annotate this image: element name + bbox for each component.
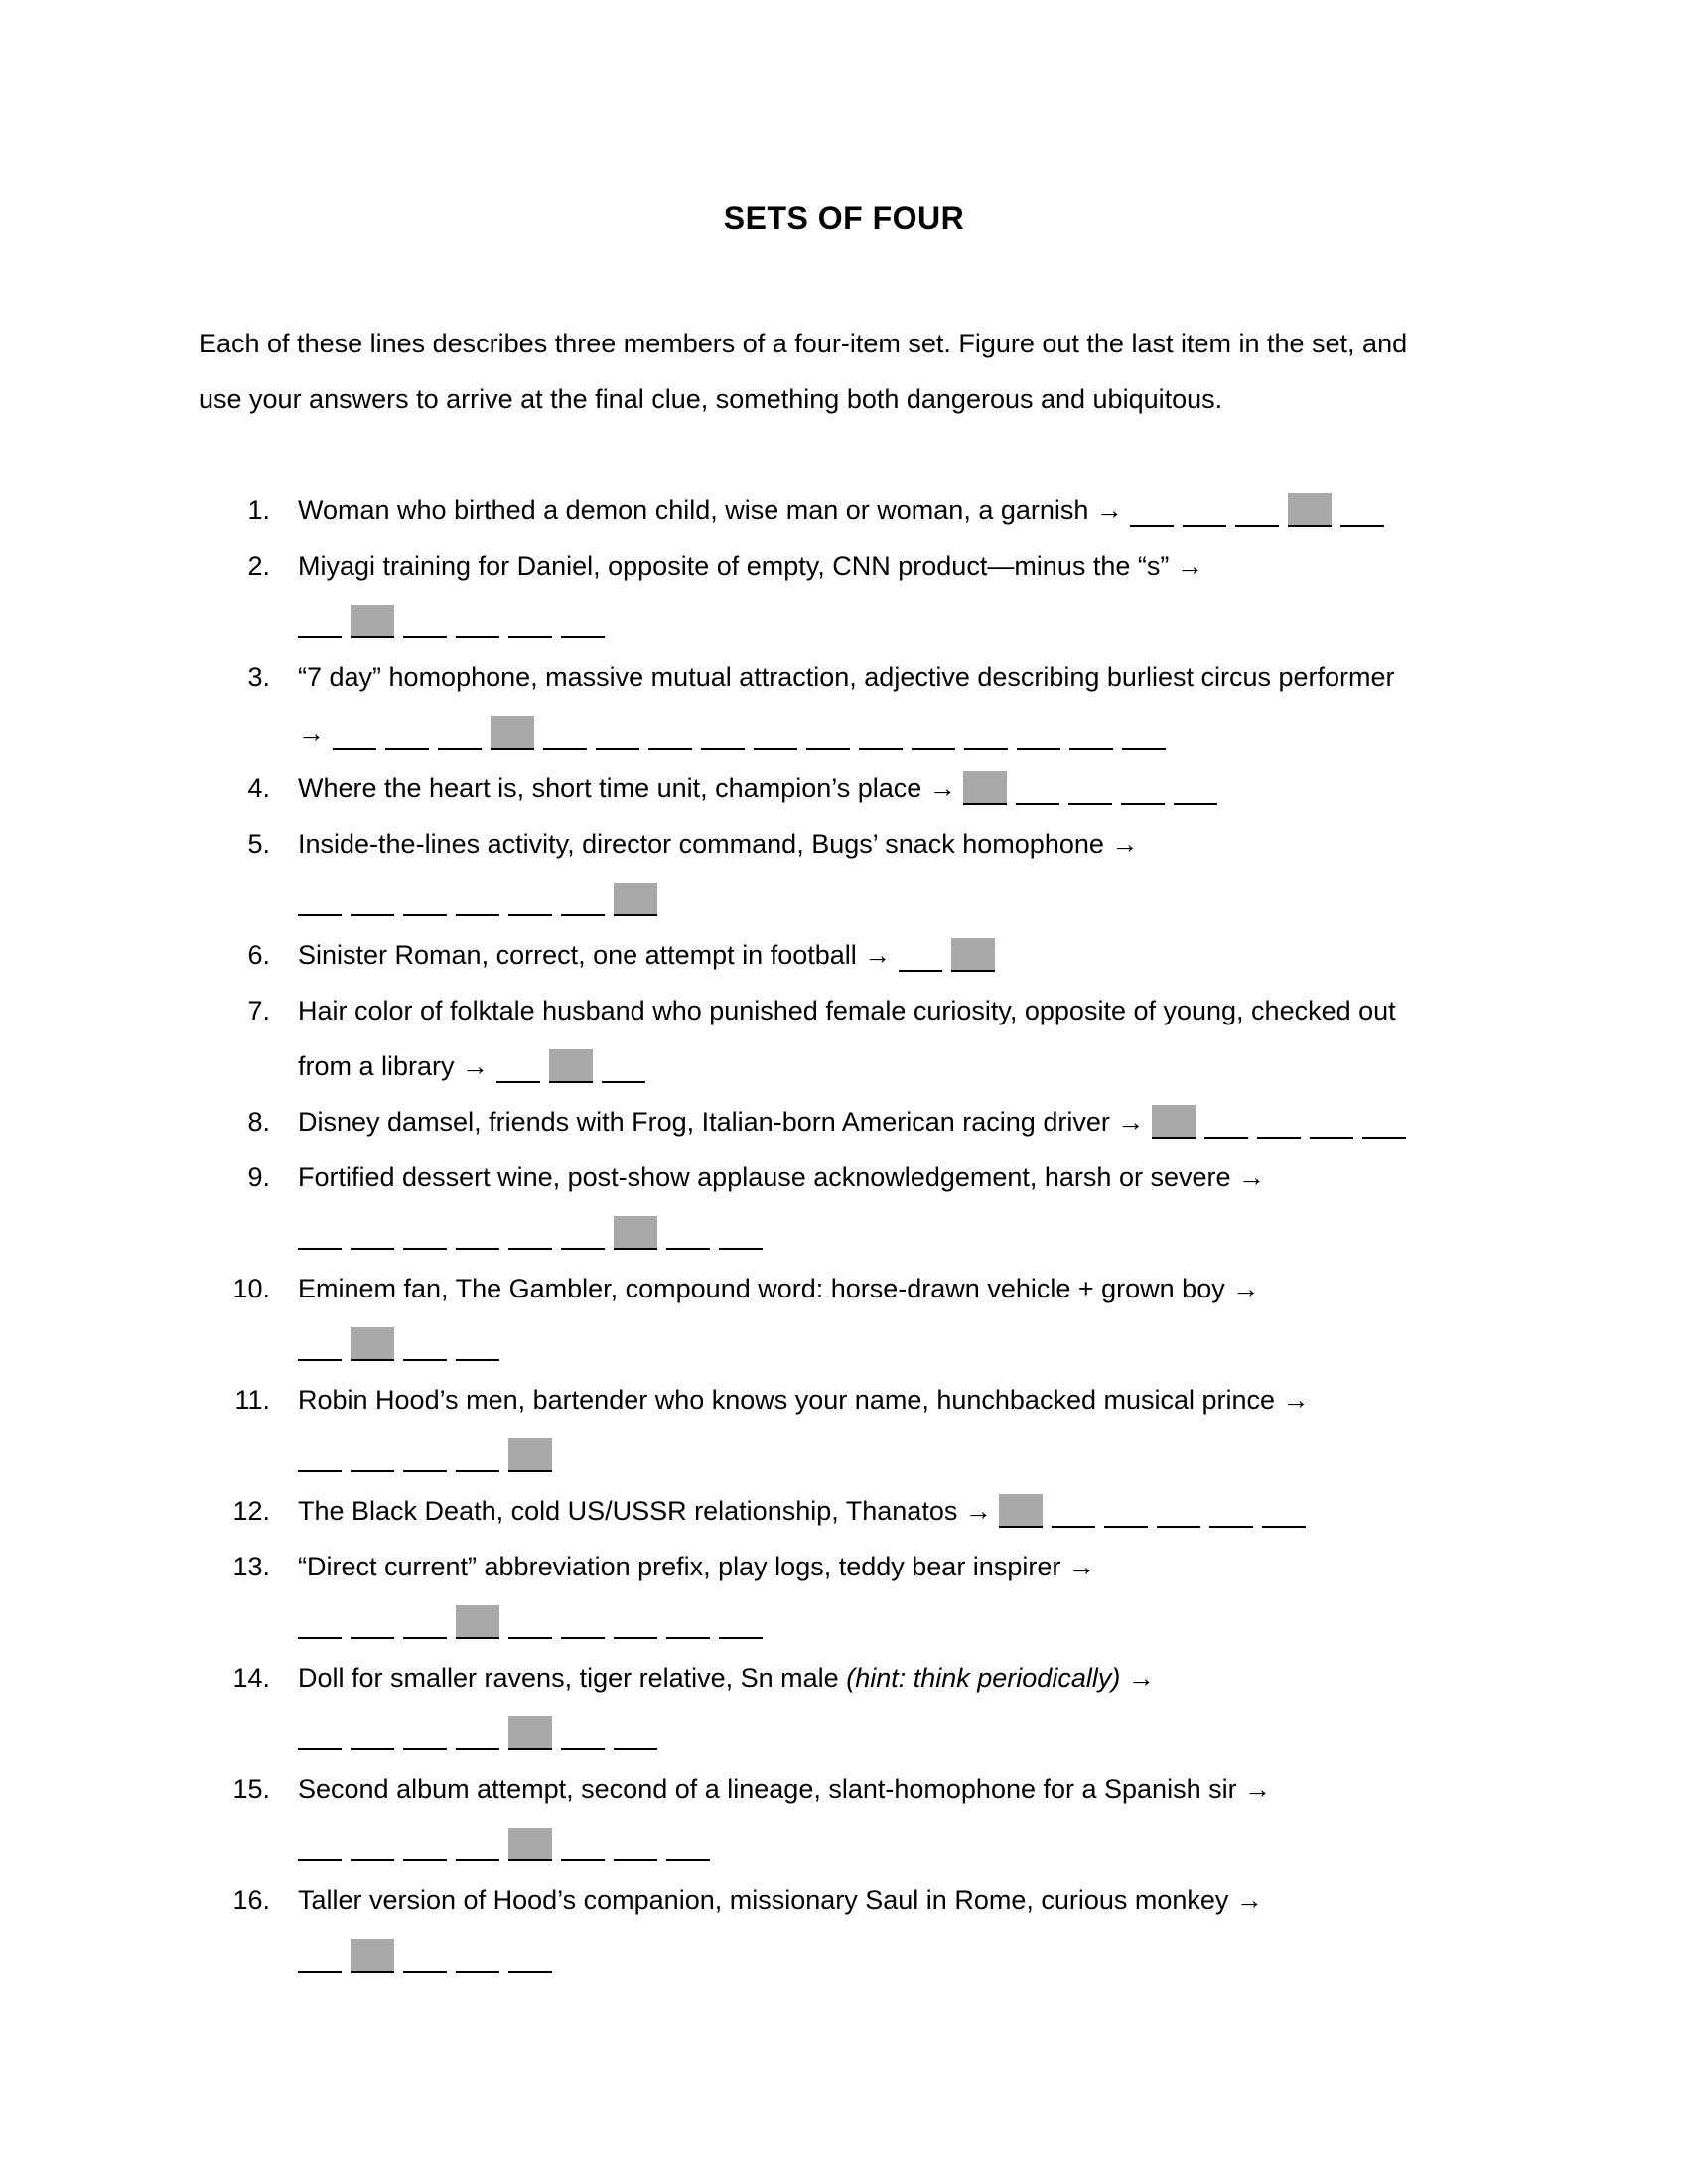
- answer-letter-blank[interactable]: [1310, 1105, 1353, 1139]
- answer-blanks: [298, 1594, 772, 1650]
- answer-letter-blank[interactable]: [1130, 493, 1174, 527]
- arrow-icon: →: [1103, 829, 1139, 859]
- clue-text-main: Fortified dessert wine, post-show applause acknowledgement, harsh or severe: [298, 1162, 1231, 1192]
- clue-answer-line: [298, 872, 666, 927]
- answer-letter-blank[interactable]: [561, 605, 605, 638]
- answer-letter-blank[interactable]: [298, 1605, 342, 1639]
- answer-blanks: [298, 1205, 772, 1261]
- clue-row-continued: [199, 1817, 1489, 1872]
- clue-number: 16.: [232, 1885, 270, 1915]
- clue-text-main: Robin Hood’s men, bartender who knows your name, hunchbacked musical prince: [298, 1385, 1276, 1415]
- answer-blanks: [298, 594, 614, 649]
- clue-list: [199, 482, 1489, 1983]
- clue-answer-line: [298, 1205, 772, 1261]
- answer-blanks: [298, 1817, 719, 1872]
- clue-item: [199, 1539, 1489, 1650]
- answer-letter-blank[interactable]: [648, 716, 692, 750]
- answer-key-letter-blank[interactable]: [614, 1216, 657, 1250]
- arrow-icon: →: [454, 1051, 490, 1081]
- answer-key-letter-blank[interactable]: [491, 716, 534, 750]
- answer-key-letter-blank[interactable]: [456, 1605, 499, 1639]
- clue-item: [199, 482, 1489, 538]
- answer-letter-blank[interactable]: [403, 1327, 447, 1361]
- clue-answer-line: [298, 1817, 719, 1872]
- clue-text: [298, 482, 1393, 538]
- answer-letter-blank[interactable]: [1052, 1494, 1095, 1528]
- answer-letter-blank[interactable]: [403, 1438, 447, 1472]
- answer-letter-blank[interactable]: [666, 1216, 710, 1250]
- answer-letter-blank[interactable]: [403, 1939, 447, 1973]
- answer-key-letter-blank[interactable]: [351, 1327, 394, 1361]
- arrow-icon: →: [921, 773, 956, 803]
- answer-letter-blank[interactable]: [403, 605, 447, 638]
- clue-number: 9.: [247, 1162, 270, 1192]
- answer-letter-blank[interactable]: [1121, 771, 1165, 805]
- answer-letter-blank[interactable]: [508, 605, 552, 638]
- clue-row: [199, 1650, 1489, 1706]
- intro-paragraph: [199, 316, 1489, 427]
- clue-answer-line: [298, 1706, 666, 1761]
- arrow-icon: →: [1120, 1663, 1155, 1693]
- answer-letter-blank[interactable]: [508, 1939, 552, 1973]
- answer-letter-blank[interactable]: [496, 1049, 540, 1083]
- answer-letter-blank[interactable]: [508, 1605, 552, 1639]
- answer-letter-blank[interactable]: [754, 716, 797, 750]
- clue-row-continued: [199, 705, 1489, 760]
- answer-letter-blank[interactable]: [602, 1049, 645, 1083]
- clue-text: [298, 760, 1226, 816]
- clue-item: [199, 983, 1489, 1094]
- answer-key-letter-blank[interactable]: [508, 1438, 552, 1472]
- clue-text-continued: [298, 705, 1175, 760]
- answer-key-letter-blank[interactable]: [1288, 493, 1332, 527]
- answer-blanks: [298, 1928, 561, 1983]
- answer-blanks: [899, 927, 1004, 983]
- clue-text-main: Where the heart is, short time unit, champion’s place: [298, 773, 922, 803]
- clue-item: [199, 1761, 1489, 1872]
- arrow-icon: →: [1275, 1385, 1310, 1415]
- arrow-icon: →: [1224, 1274, 1260, 1303]
- answer-letter-blank[interactable]: [1017, 716, 1060, 750]
- clue-item: [199, 1094, 1489, 1150]
- clue-text-main: Disney damsel, friends with Frog, Italian-born American racing driver: [298, 1107, 1110, 1137]
- answer-letter-blank[interactable]: [1257, 1105, 1301, 1139]
- clue-number: 10.: [232, 1274, 270, 1303]
- answer-letter-blank[interactable]: [403, 1605, 447, 1639]
- clue-text: [298, 538, 1203, 594]
- answer-letter-blank[interactable]: [1362, 1105, 1406, 1139]
- clue-text-main: “7 day” homophone, massive mutual attraction, adjective describing burliest circus performer: [298, 662, 1395, 692]
- clue-text-main: Woman who birthed a demon child, wise man or woman, a garnish: [298, 495, 1089, 525]
- clue-number: 1.: [247, 495, 270, 525]
- clue-row: [199, 1483, 1489, 1539]
- clue-item: [199, 1483, 1489, 1539]
- answer-key-letter-blank[interactable]: [963, 771, 1007, 805]
- answer-letter-blank[interactable]: [298, 1216, 342, 1250]
- answer-letter-blank[interactable]: [859, 716, 903, 750]
- clue-text: [298, 1650, 1155, 1706]
- clue-row-continued: [199, 594, 1489, 649]
- clue-text: [298, 649, 1395, 705]
- clue-row: [199, 649, 1489, 705]
- clue-text: [298, 816, 1138, 872]
- clue-text-continued-label: from a library: [298, 1051, 455, 1081]
- answer-letter-blank[interactable]: [456, 1327, 499, 1361]
- clue-row-continued: [199, 1428, 1489, 1483]
- answer-letter-blank[interactable]: [298, 1438, 342, 1472]
- arrow-icon: →: [957, 1496, 992, 1526]
- answer-letter-blank[interactable]: [385, 716, 429, 750]
- clue-text-continued: [298, 1038, 654, 1094]
- answer-letter-blank[interactable]: [701, 716, 745, 750]
- answer-letter-blank[interactable]: [666, 1605, 710, 1639]
- answer-letter-blank[interactable]: [298, 1828, 342, 1861]
- answer-letter-blank[interactable]: [561, 883, 605, 916]
- answer-letter-blank[interactable]: [298, 605, 342, 638]
- answer-letter-blank[interactable]: [456, 1939, 499, 1973]
- clue-row: [199, 1872, 1489, 1928]
- clue-row-continued: [199, 1928, 1489, 1983]
- clue-number: 15.: [232, 1774, 270, 1804]
- clue-text: [298, 1094, 1415, 1150]
- clue-row-continued: [199, 1316, 1489, 1372]
- arrow-icon: →: [1228, 1885, 1263, 1915]
- intro-line-1: Each of these lines describes three members of a four-item set. Figure out the last item in the set, and: [199, 329, 1408, 358]
- clue-text: [298, 1872, 1263, 1928]
- clue-number: 14.: [232, 1663, 270, 1693]
- answer-letter-blank[interactable]: [351, 1605, 394, 1639]
- arrow-icon: →: [298, 718, 333, 748]
- answer-letter-blank[interactable]: [912, 716, 955, 750]
- answer-letter-blank[interactable]: [351, 1438, 394, 1472]
- answer-letter-blank[interactable]: [614, 1828, 657, 1861]
- page-title: SETS OF FOUR: [723, 201, 965, 236]
- answer-letter-blank[interactable]: [298, 883, 342, 916]
- clue-row: [199, 1094, 1489, 1150]
- answer-blanks: [298, 1706, 666, 1761]
- answer-letter-blank[interactable]: [561, 1605, 605, 1639]
- answer-letter-blank[interactable]: [403, 1216, 447, 1250]
- answer-letter-blank[interactable]: [456, 1216, 499, 1250]
- answer-letter-blank[interactable]: [456, 1438, 499, 1472]
- answer-letter-blank[interactable]: [456, 605, 499, 638]
- answer-letter-blank[interactable]: [1069, 716, 1113, 750]
- clue-text-main: The Black Death, cold US/USSR relationship, Thanatos: [298, 1496, 958, 1526]
- answer-key-letter-blank[interactable]: [951, 938, 995, 972]
- answer-letter-blank[interactable]: [1104, 1494, 1148, 1528]
- answer-letter-blank[interactable]: [614, 1716, 657, 1750]
- answer-letter-blank[interactable]: [806, 716, 850, 750]
- clue-text-main: Second album attempt, second of a lineage, slant-homophone for a Spanish sir: [298, 1774, 1237, 1804]
- arrow-icon: →: [1230, 1162, 1266, 1192]
- clue-text-main: Taller version of Hood’s companion, missionary Saul in Rome, curious monkey: [298, 1885, 1229, 1915]
- clue-number: 8.: [247, 1107, 270, 1137]
- answer-letter-blank[interactable]: [351, 1216, 394, 1250]
- clue-number: 12.: [232, 1496, 270, 1526]
- clue-answer-line: [298, 594, 614, 649]
- clue-item: [199, 538, 1489, 649]
- clue-row-continued: [199, 1706, 1489, 1761]
- answer-letter-blank[interactable]: [1122, 716, 1166, 750]
- clue-text: [298, 1539, 1095, 1594]
- arrow-icon: →: [1060, 1552, 1095, 1581]
- answer-letter-blank[interactable]: [298, 1716, 342, 1750]
- clue-text: [298, 1761, 1271, 1817]
- clue-row: [199, 1761, 1489, 1817]
- clue-hint: (hint: think periodically): [846, 1663, 1121, 1693]
- answer-letter-blank[interactable]: [438, 716, 482, 750]
- answer-key-letter-blank[interactable]: [549, 1049, 593, 1083]
- clue-number: 2.: [247, 551, 270, 581]
- answer-letter-blank[interactable]: [596, 716, 639, 750]
- clue-answer-line: [298, 1928, 561, 1983]
- clue-row: [199, 482, 1489, 538]
- answer-letter-blank[interactable]: [403, 883, 447, 916]
- clue-text: [298, 1483, 1315, 1539]
- clue-text: [298, 1261, 1259, 1316]
- answer-letter-blank[interactable]: [561, 1828, 605, 1861]
- answer-key-letter-blank[interactable]: [351, 605, 394, 638]
- clue-text: [298, 983, 1396, 1038]
- answer-letter-blank[interactable]: [298, 1939, 342, 1973]
- clue-number: 13.: [232, 1552, 270, 1581]
- clue-row-continued: [199, 872, 1489, 927]
- clue-number: 3.: [247, 662, 270, 692]
- answer-letter-blank[interactable]: [614, 1605, 657, 1639]
- answer-letter-blank[interactable]: [719, 1216, 763, 1250]
- answer-letter-blank[interactable]: [333, 716, 376, 750]
- clue-row: [199, 760, 1489, 816]
- answer-blanks: [1130, 482, 1393, 538]
- clue-text: [298, 1372, 1310, 1428]
- clue-number: 11.: [234, 1385, 270, 1415]
- answer-letter-blank[interactable]: [1174, 771, 1217, 805]
- answer-letter-blank[interactable]: [351, 1716, 394, 1750]
- clue-item: [199, 1261, 1489, 1372]
- clue-number: 7.: [247, 996, 270, 1025]
- answer-letter-blank[interactable]: [543, 716, 587, 750]
- clue-row: [199, 927, 1489, 983]
- answer-key-letter-blank[interactable]: [508, 1828, 552, 1861]
- answer-letter-blank[interactable]: [1157, 1494, 1200, 1528]
- clue-text-main: Eminem fan, The Gambler, compound word: horse-drawn vehicle + grown boy: [298, 1274, 1225, 1303]
- clue-row: [199, 983, 1489, 1038]
- answer-letter-blank[interactable]: [456, 883, 499, 916]
- answer-key-letter-blank[interactable]: [351, 1939, 394, 1973]
- answer-letter-blank[interactable]: [666, 1828, 710, 1861]
- answer-letter-blank[interactable]: [1016, 771, 1059, 805]
- answer-blanks: [298, 872, 666, 927]
- answer-letter-blank[interactable]: [403, 1828, 447, 1861]
- answer-key-letter-blank[interactable]: [999, 1494, 1043, 1528]
- clue-number: 6.: [247, 940, 270, 970]
- answer-letter-blank[interactable]: [456, 1828, 499, 1861]
- clue-row: [199, 1539, 1489, 1594]
- clue-row: [199, 1150, 1489, 1205]
- answer-letter-blank[interactable]: [351, 883, 394, 916]
- intro-line-2: use your answers to arrive at the final clue, something both dangerous and ubiquitous.: [199, 384, 1223, 414]
- clue-row-continued: [199, 1038, 1489, 1094]
- clue-answer-line: [298, 1428, 561, 1483]
- clue-item: [199, 816, 1489, 927]
- answer-letter-blank[interactable]: [1068, 771, 1112, 805]
- answer-letter-blank[interactable]: [1262, 1494, 1306, 1528]
- answer-letter-blank[interactable]: [1340, 493, 1384, 527]
- clue-number: 4.: [247, 773, 270, 803]
- clue-item: [199, 1650, 1489, 1761]
- answer-blanks: [298, 1316, 508, 1372]
- arrow-icon: →: [1169, 551, 1203, 581]
- clue-text-main: Inside-the-lines activity, director command, Bugs’ snack homophone: [298, 829, 1104, 859]
- clue-row-continued: [199, 1205, 1489, 1261]
- clue-row: [199, 816, 1489, 872]
- answer-key-letter-blank[interactable]: [508, 1716, 552, 1750]
- answer-letter-blank[interactable]: [298, 1327, 342, 1361]
- answer-blanks: [298, 1428, 561, 1483]
- answer-letter-blank[interactable]: [1183, 493, 1226, 527]
- clue-text: [298, 927, 1004, 983]
- answer-letter-blank[interactable]: [561, 1716, 605, 1750]
- clue-number: 5.: [247, 829, 270, 859]
- answer-blanks: [496, 1038, 654, 1094]
- answer-letter-blank[interactable]: [351, 1828, 394, 1861]
- clue-item: [199, 927, 1489, 983]
- clue-text-main: Miyagi training for Daniel, opposite of empty, CNN product—minus the “s”: [298, 551, 1170, 581]
- clue-item: [199, 1372, 1489, 1483]
- answer-letter-blank[interactable]: [1209, 1494, 1253, 1528]
- answer-letter-blank[interactable]: [508, 1216, 552, 1250]
- clue-text: [298, 1150, 1265, 1205]
- answer-blanks: [963, 760, 1226, 816]
- clue-text-main: Doll for smaller ravens, tiger relative, Sn male: [298, 1663, 847, 1693]
- answer-letter-blank[interactable]: [1235, 493, 1279, 527]
- answer-letter-blank[interactable]: [456, 1716, 499, 1750]
- clue-answer-line: [298, 1316, 508, 1372]
- answer-letter-blank[interactable]: [561, 1216, 605, 1250]
- clue-item: [199, 1150, 1489, 1261]
- arrow-icon: →: [1109, 1107, 1145, 1137]
- arrow-icon: →: [856, 940, 892, 970]
- answer-key-letter-blank[interactable]: [1152, 1105, 1196, 1139]
- answer-letter-blank[interactable]: [1204, 1105, 1248, 1139]
- clue-text-main: Hair color of folktale husband who punished female curiosity, opposite of young, checked out: [298, 996, 1396, 1025]
- clue-text-main: Sinister Roman, correct, one attempt in football: [298, 940, 857, 970]
- clue-row-continued: [199, 1594, 1489, 1650]
- answer-letter-blank[interactable]: [899, 938, 942, 972]
- clue-answer-line: [298, 1594, 772, 1650]
- answer-blanks: [1152, 1094, 1415, 1150]
- clue-row: [199, 1261, 1489, 1316]
- arrow-icon: →: [1236, 1774, 1272, 1804]
- answer-letter-blank[interactable]: [508, 883, 552, 916]
- clue-item: [199, 1872, 1489, 1983]
- clue-item: [199, 760, 1489, 816]
- answer-letter-blank[interactable]: [964, 716, 1008, 750]
- clue-item: [199, 649, 1489, 760]
- clue-text-main: “Direct current” abbreviation prefix, play logs, teddy bear inspirer: [298, 1552, 1061, 1581]
- clue-row: [199, 1372, 1489, 1428]
- clue-row: [199, 538, 1489, 594]
- answer-letter-blank[interactable]: [719, 1605, 763, 1639]
- arrow-icon: →: [1088, 495, 1123, 525]
- answer-letter-blank[interactable]: [403, 1716, 447, 1750]
- answer-blanks: [333, 705, 1175, 760]
- answer-key-letter-blank[interactable]: [614, 883, 657, 916]
- answer-blanks: [999, 1483, 1315, 1539]
